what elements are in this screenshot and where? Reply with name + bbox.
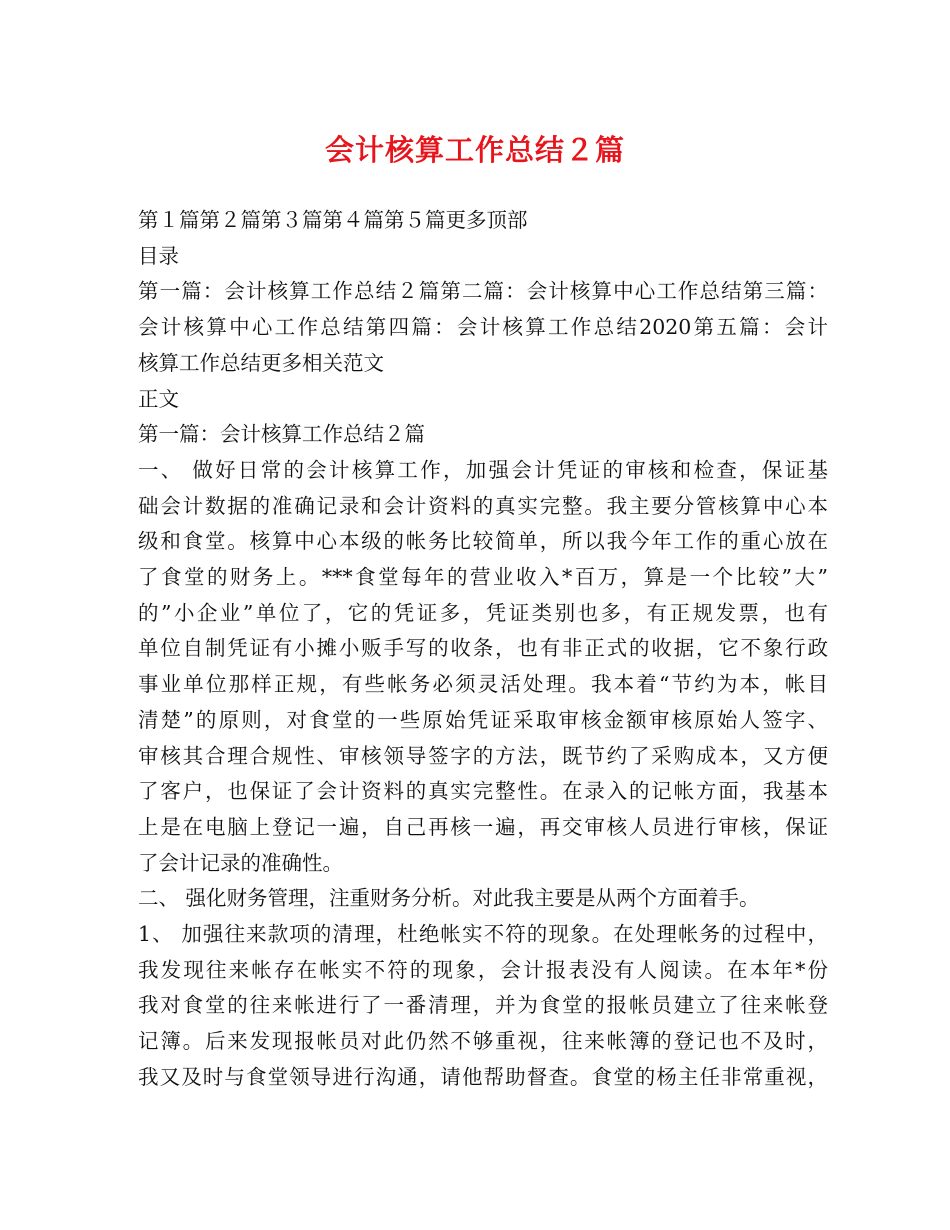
paragraph-line: 我发现往来帐存在帐实不符的现象，会计报表没有人阅读。在本年*份 (138, 957, 828, 982)
paragraph-line: 级和食堂。核算中心本级的帐务比较简单，所以我今年工作的重心放在 (138, 529, 828, 554)
paragraph-line: 了食堂的财务上。***食堂每年的营业收入*百万，算是一个比较”大” (138, 565, 828, 590)
toc-line: 会计核算中心工作总结第四篇：会计核算工作总结2020第五篇：会计 (138, 315, 828, 340)
document-title: 会计核算工作总结２篇 (324, 133, 625, 167)
paragraph-line: 审核其合理合规性、审核领导签字的方法，既节约了采购成本，又方便 (138, 743, 828, 768)
paragraph-line: 1、 加强往来款项的清理，杜绝帐实不符的现象。在处理帐务的过程中， (138, 922, 828, 947)
document-body (138, 203, 828, 1096)
section-heading: 第一篇：会计核算工作总结２篇 (138, 422, 425, 447)
paragraph-line: 我又及时与食堂领导进行沟通，请他帮助督查。食堂的杨主任非常重视， (138, 1064, 828, 1089)
paragraph-line: 了客户，也保证了会计资料的真实完整性。在录入的记帐方面，我基本 (138, 779, 828, 804)
body-heading: 正文 (138, 386, 179, 411)
paragraph-line: 记簿。后来发现报帐员对此仍然不够重视，往来帐簿的登记也不及时， (138, 1029, 828, 1054)
paragraph-line: 单位自制凭证有小摊小贩手写的收条，也有非正式的收据，它不象行政 (138, 636, 828, 661)
paragraph-line: 了会计记录的准确性。 (138, 850, 343, 875)
paragraph-line: 清楚”的原则，对食堂的一些原始凭证采取审核金额审核原始人签字、 (138, 707, 828, 732)
paragraph-line: 础会计数据的准确记录和会计资料的真实完整。我主要分管核算中心本 (138, 493, 828, 518)
toc-line: 核算工作总结更多相关范文 (138, 350, 384, 375)
paragraph-line: 事业单位那样正规，有些帐务必须灵活处理。我本着“节约为本，帐目 (138, 672, 828, 697)
toc-heading: 目录 (138, 243, 179, 268)
paragraph-line: 上是在电脑上登记一遍，自己再核一遍，再交审核人员进行审核，保证 (138, 814, 828, 839)
paragraph-line: 二、 强化财务管理，注重财务分析。对此我主要是从两个方面着手。 (138, 886, 760, 911)
toc-line: 第一篇：会计核算工作总结２篇第二篇：会计核算中心工作总结第三篇： (138, 279, 828, 304)
paragraph-line: 我对食堂的往来帐进行了一番清理，并为食堂的报帐员建立了往来帐登 (138, 993, 828, 1018)
nav-line: 第１篇第２篇第３篇第４篇第５篇更多顶部 (138, 208, 528, 232)
paragraph-line: 一、 做好日常的会计核算工作，加强会计凭证的审核和检查，保证基 (138, 457, 828, 482)
paragraph-line: 的”小企业”单位了，它的凭证多，凭证类别也多，有正规发票，也有 (138, 600, 828, 625)
